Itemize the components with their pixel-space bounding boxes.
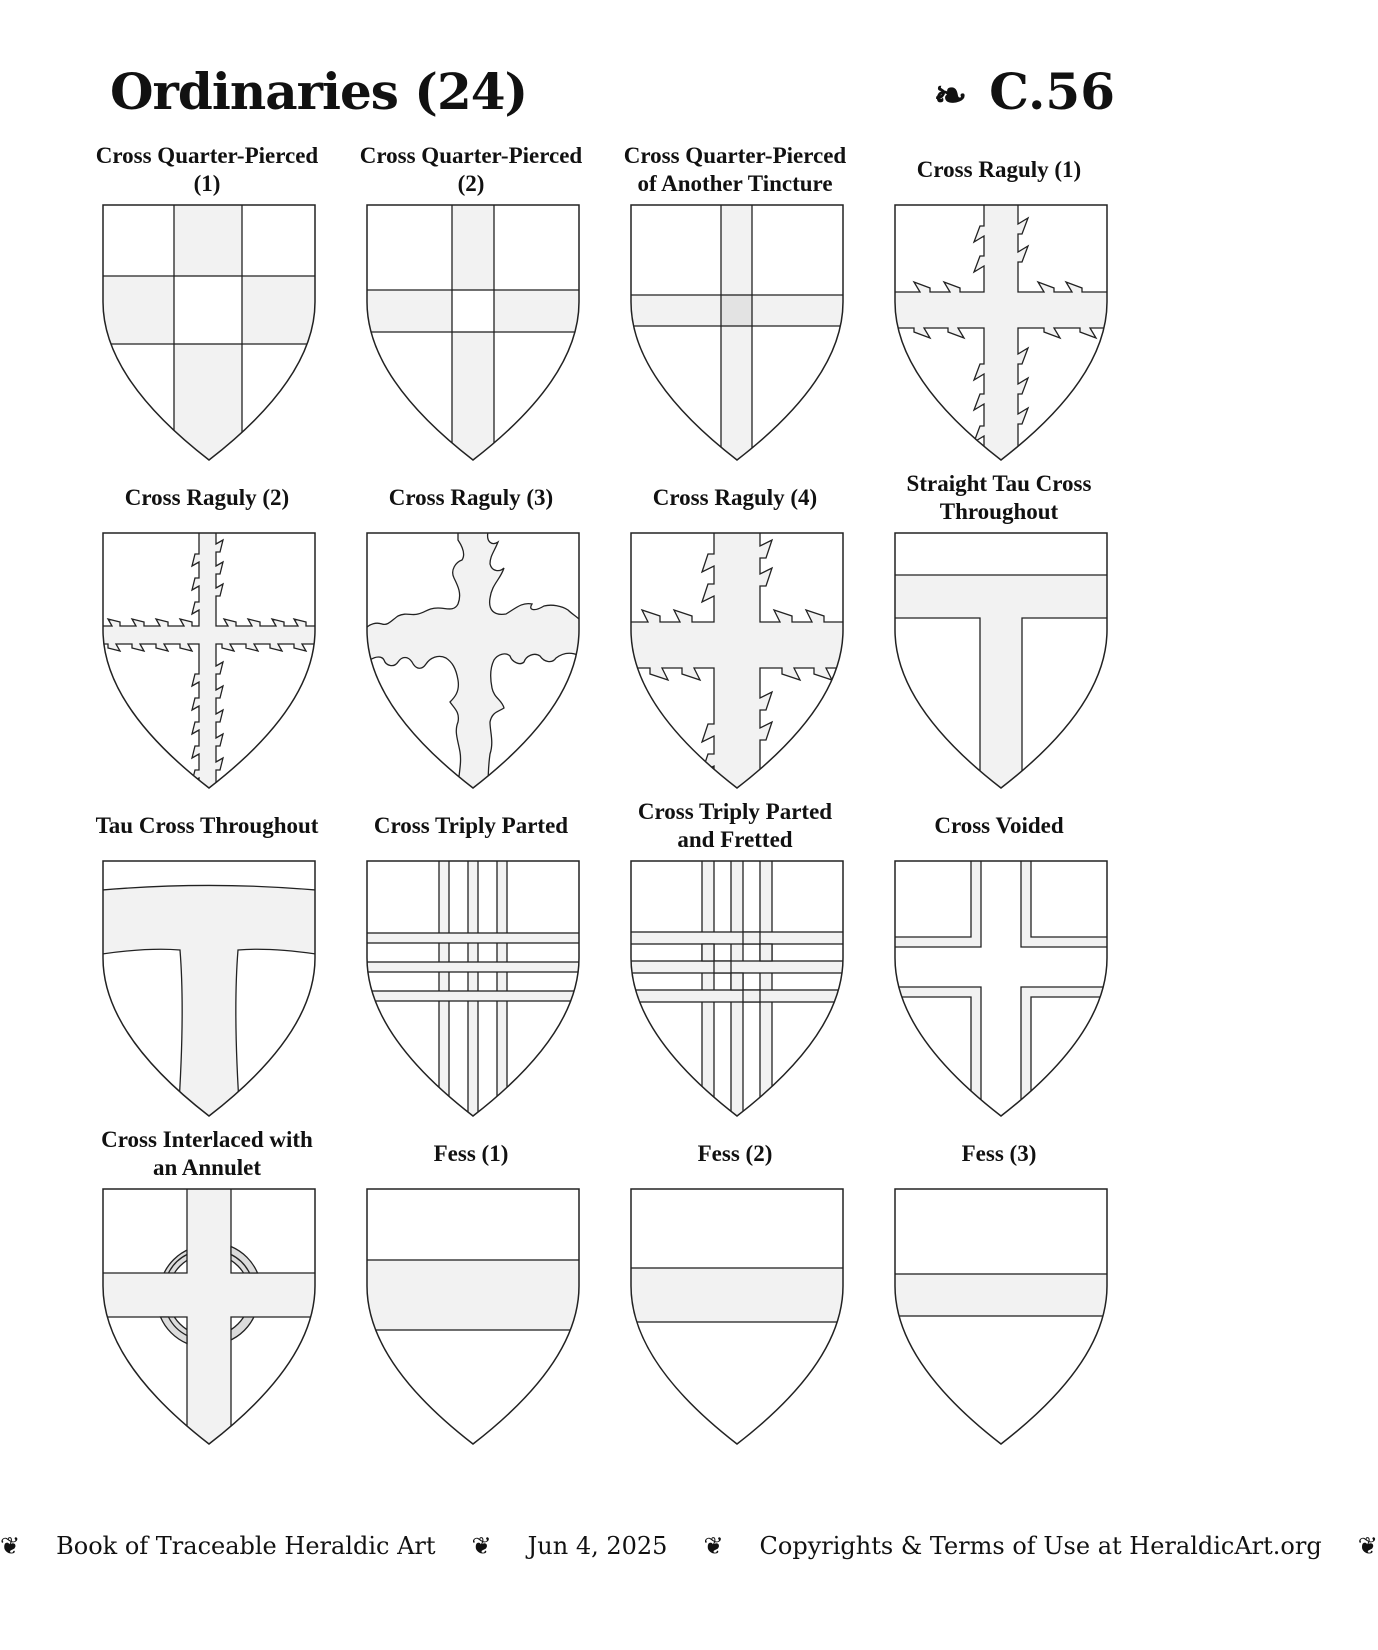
ornament-icon: ❦: [703, 1532, 724, 1560]
shield-drawing: [102, 532, 316, 790]
ornament-icon: ❦: [1357, 1532, 1378, 1560]
shield-drawing: [630, 860, 844, 1118]
shield-label: Cross Quarter-Pierced of Another Tincture: [623, 143, 847, 196]
shield-drawing: [894, 1188, 1108, 1446]
shield-label: Fess (3): [961, 1141, 1037, 1166]
shield-drawing: [102, 1188, 316, 1446]
shield-label: Cross Raguly (1): [916, 157, 1082, 182]
shield-label: Fess (1): [433, 1141, 509, 1166]
shield-drawing: [366, 532, 580, 790]
shield-drawing: [894, 860, 1108, 1118]
shield-drawing: [102, 860, 316, 1118]
footer-book-title: Book of Traceable Heraldic Art: [56, 1532, 436, 1560]
page-footer: [0, 1532, 1378, 1560]
shield-label: Straight Tau Cross Throughout: [906, 471, 1092, 524]
ornament-icon: ❦: [0, 1532, 21, 1560]
fleuron-icon: ❧: [933, 72, 968, 119]
shield-label: Cross Raguly (4): [652, 485, 818, 510]
footer-date: Jun 4, 2025: [527, 1532, 668, 1560]
shield-drawing: [630, 204, 844, 462]
shield-drawing: [894, 532, 1108, 790]
shield-drawing: [366, 1188, 580, 1446]
footer-rights: Copyrights & Terms of Use at HeraldicArt.org: [759, 1532, 1322, 1560]
shield-drawing: [366, 204, 580, 462]
shield-label: Cross Triply Parted: [373, 813, 569, 838]
shield-drawing: [366, 860, 580, 1118]
shield-label: Cross Quarter-Pierced (2): [359, 143, 583, 196]
plate-code: C.56: [989, 62, 1115, 121]
shield-drawing: [630, 1188, 844, 1446]
page-title: Ordinaries (24): [110, 62, 528, 121]
ornament-icon: ❦: [471, 1532, 492, 1560]
shield-drawing: [894, 204, 1108, 462]
shield-drawing: [102, 204, 316, 462]
shield-label: Cross Triply Parted and Fretted: [637, 799, 833, 852]
shield-label: Cross Voided: [934, 813, 1064, 838]
shield-drawing: [630, 532, 844, 790]
shield-label: Cross Raguly (3): [388, 485, 554, 510]
shield-label: Cross Raguly (2): [124, 485, 290, 510]
shield-label: Tau Cross Throughout: [95, 813, 319, 838]
shield-label: Cross Interlaced with an Annulet: [101, 1127, 313, 1180]
shield-label: Fess (2): [697, 1141, 773, 1166]
shield-label: Cross Quarter-Pierced (1): [95, 143, 319, 196]
page-code: [934, 62, 1115, 121]
